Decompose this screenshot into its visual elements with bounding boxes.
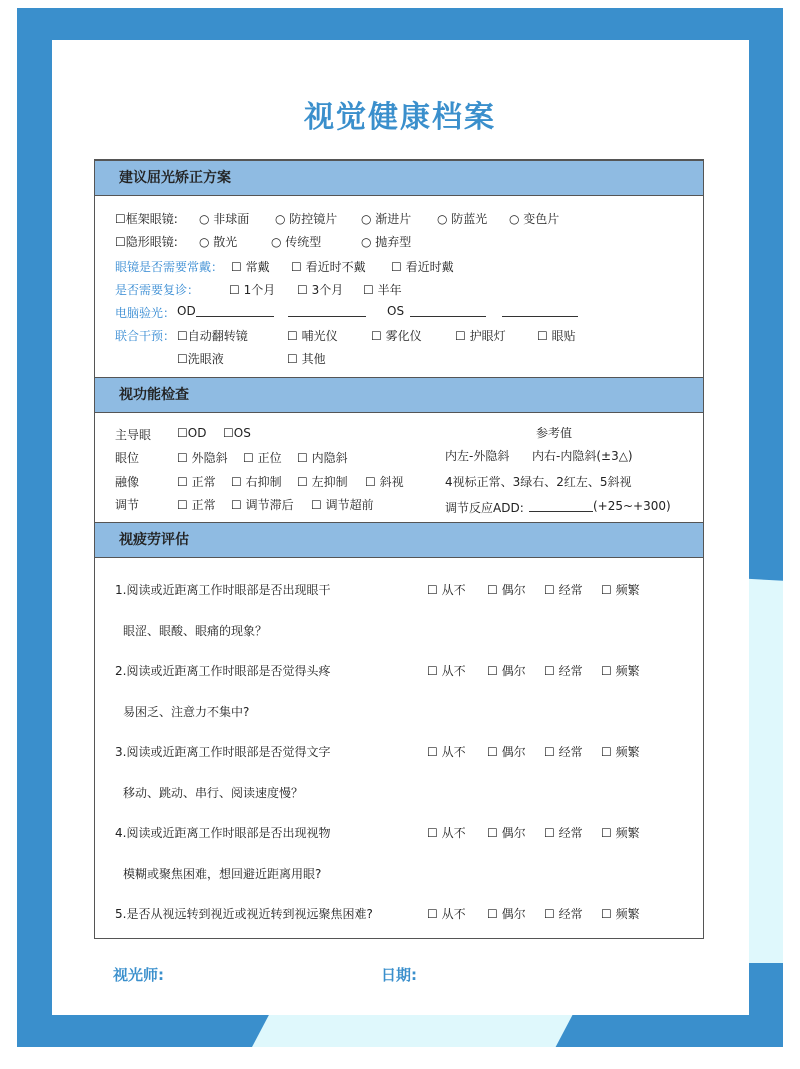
frequency-option[interactable]: ☐ 偶尔	[487, 907, 526, 921]
frame-option-progressive[interactable]: ○ 渐进片	[361, 212, 412, 226]
od-input-line-2[interactable]	[288, 304, 366, 317]
os-input-line-2[interactable]	[502, 304, 578, 317]
frequency-option[interactable]: ☐ 偶尔	[487, 664, 526, 678]
frequency-option[interactable]: ☐ 频繁	[601, 745, 640, 759]
document-title: 视觉健康档案	[304, 100, 496, 135]
fusion-strabismus[interactable]: ☐ 斜视	[365, 475, 404, 489]
intervention-eye-wash[interactable]: ☐洗眼液	[177, 352, 224, 366]
wear-option-no-near[interactable]: ☐ 看近时不戴	[291, 260, 366, 274]
fatigue-question-continuation: 易困乏、注意力不集中?	[123, 705, 250, 719]
fusion-left-suppression[interactable]: ☐ 左抑制	[297, 475, 348, 489]
fusion-normal[interactable]: ☐ 正常	[177, 475, 216, 489]
intervention-lamp[interactable]: ☐ 护眼灯	[455, 329, 506, 343]
frequency-option[interactable]: ☐ 经常	[544, 664, 583, 678]
contact-option-traditional[interactable]: ○ 传统型	[271, 235, 322, 249]
frequency-option[interactable]: ☐ 从不	[427, 826, 466, 840]
review-option-1m[interactable]: ☐ 1个月	[229, 283, 276, 297]
position-esophoria[interactable]: ☐ 内隐斜	[297, 451, 348, 465]
accommodation-lead[interactable]: ☐ 调节超前	[311, 498, 374, 512]
intervention-nebulizer[interactable]: ☐ 雾化仪	[371, 329, 422, 343]
contact-option-disposable[interactable]: ○ 抛弃型	[361, 235, 412, 249]
fatigue-question: 2.阅读或近距离工作时眼部是否觉得头疼	[115, 664, 331, 678]
review-label: 是否需要复诊：	[115, 283, 200, 297]
frequency-option[interactable]: ☐ 经常	[544, 745, 583, 759]
wear-option-always[interactable]: ☐ 常戴	[231, 260, 270, 274]
fatigue-question: 4.阅读或近距离工作时眼部是否出现视物	[115, 826, 331, 840]
contact-option-astigmatism[interactable]: ○ 散光	[199, 235, 238, 249]
fatigue-question: 5.是否从视远转到视近或视近转到视远聚焦困难?	[115, 907, 373, 921]
wear-label: 眼镜是否需要常戴：	[115, 260, 224, 274]
reference-fusion: 4视标正常、3绿右、2红左、5斜视	[445, 475, 632, 489]
frequency-option[interactable]: ☐ 从不	[427, 583, 466, 597]
fatigue-question: 3.阅读或近距离工作时眼部是否觉得文字	[115, 745, 331, 759]
optometrist-label: 视光师:	[113, 966, 164, 984]
frequency-option[interactable]: ☐ 偶尔	[487, 583, 526, 597]
intervention-label: 联合干预：	[115, 329, 176, 343]
frequency-option[interactable]: ☐ 偶尔	[487, 826, 526, 840]
reference-add-range: (+25~+300)	[593, 499, 671, 513]
od-input-line[interactable]	[196, 304, 274, 317]
frame-option-aspheric[interactable]: ○ 非球面	[199, 212, 250, 226]
frame-glasses-option[interactable]: ☐框架眼镜:	[115, 212, 178, 226]
section-refraction-heading: 建议屈光矫正方案	[95, 160, 703, 196]
frequency-option[interactable]: ☐ 从不	[427, 664, 466, 678]
frequency-option[interactable]: ☐ 频繁	[601, 826, 640, 840]
date-label: 日期:	[381, 966, 417, 984]
reference-add-label: 调节反应ADD:	[445, 501, 524, 515]
position-ortho[interactable]: ☐ 正位	[243, 451, 282, 465]
intervention-other[interactable]: ☐ 其他	[287, 352, 326, 366]
add-input-line[interactable]	[529, 499, 593, 512]
intervention-flipper[interactable]: ☐自动翻转镜	[177, 329, 248, 343]
frame-option-photochromic[interactable]: ○ 变色片	[509, 212, 560, 226]
reference-phoria-2: 内右-内隐斜(±3△)	[532, 449, 633, 463]
frequency-option[interactable]: ☐ 从不	[427, 745, 466, 759]
dominant-od[interactable]: ☐OD	[177, 426, 207, 440]
frequency-option[interactable]: ☐ 频繁	[601, 664, 640, 678]
fatigue-question-continuation: 移动、跳动、串行、阅读速度慢？	[123, 786, 304, 800]
frequency-option[interactable]: ☐ 频繁	[601, 907, 640, 921]
dominant-eye-label: 主导眼	[115, 428, 152, 442]
fatigue-question: 1.阅读或近距离工作时眼部是否出现眼干	[115, 583, 331, 597]
intervention-light[interactable]: ☐ 哺光仪	[287, 329, 338, 343]
frequency-option[interactable]: ☐ 偶尔	[487, 745, 526, 759]
od-label: OD	[177, 304, 196, 318]
frequency-option[interactable]: ☐ 经常	[544, 907, 583, 921]
dominant-os[interactable]: ☐OS	[223, 426, 251, 440]
review-option-3m[interactable]: ☐ 3个月	[297, 283, 344, 297]
position-exophoria[interactable]: ☐ 外隐斜	[177, 451, 228, 465]
frequency-option[interactable]: ☐ 经常	[544, 583, 583, 597]
frame-option-control[interactable]: ○ 防控镜片	[275, 212, 338, 226]
wear-option-near[interactable]: ☐ 看近时戴	[391, 260, 454, 274]
fusion-right-suppression[interactable]: ☐ 右抑制	[231, 475, 282, 489]
section-function-heading: 视功能检查	[95, 377, 703, 413]
frequency-option[interactable]: ☐ 从不	[427, 907, 466, 921]
section-fatigue-heading: 视疲劳评估	[95, 522, 703, 558]
frequency-option[interactable]: ☐ 频繁	[601, 583, 640, 597]
fusion-label: 融像	[115, 475, 140, 489]
review-option-6m[interactable]: ☐ 半年	[363, 283, 402, 297]
frame-option-bluelight[interactable]: ○ 防蓝光	[437, 212, 488, 226]
accommodation-normal[interactable]: ☐ 正常	[177, 498, 216, 512]
eye-position-label: 眼位	[115, 451, 140, 465]
os-label: OS	[387, 304, 405, 318]
accommodation-lag[interactable]: ☐ 调节滞后	[231, 498, 294, 512]
record-table	[94, 159, 704, 939]
contact-lens-option[interactable]: ☐隐形眼镜:	[115, 235, 178, 249]
os-input-line[interactable]	[410, 304, 486, 317]
fatigue-question-continuation: 模糊或聚焦困难，想回避近距离用眼?	[123, 867, 322, 881]
frequency-option[interactable]: ☐ 经常	[544, 826, 583, 840]
fatigue-question-continuation: 眼涩、眼酸、眼痛的现象？	[123, 624, 268, 638]
reference-title: 参考值	[536, 426, 573, 440]
accommodation-label: 调节	[115, 498, 140, 512]
computer-refraction-label: 电脑验光：	[115, 306, 176, 320]
intervention-eye-patch[interactable]: ☐ 眼贴	[537, 329, 576, 343]
reference-phoria-1: 内左-外隐斜	[445, 449, 510, 463]
